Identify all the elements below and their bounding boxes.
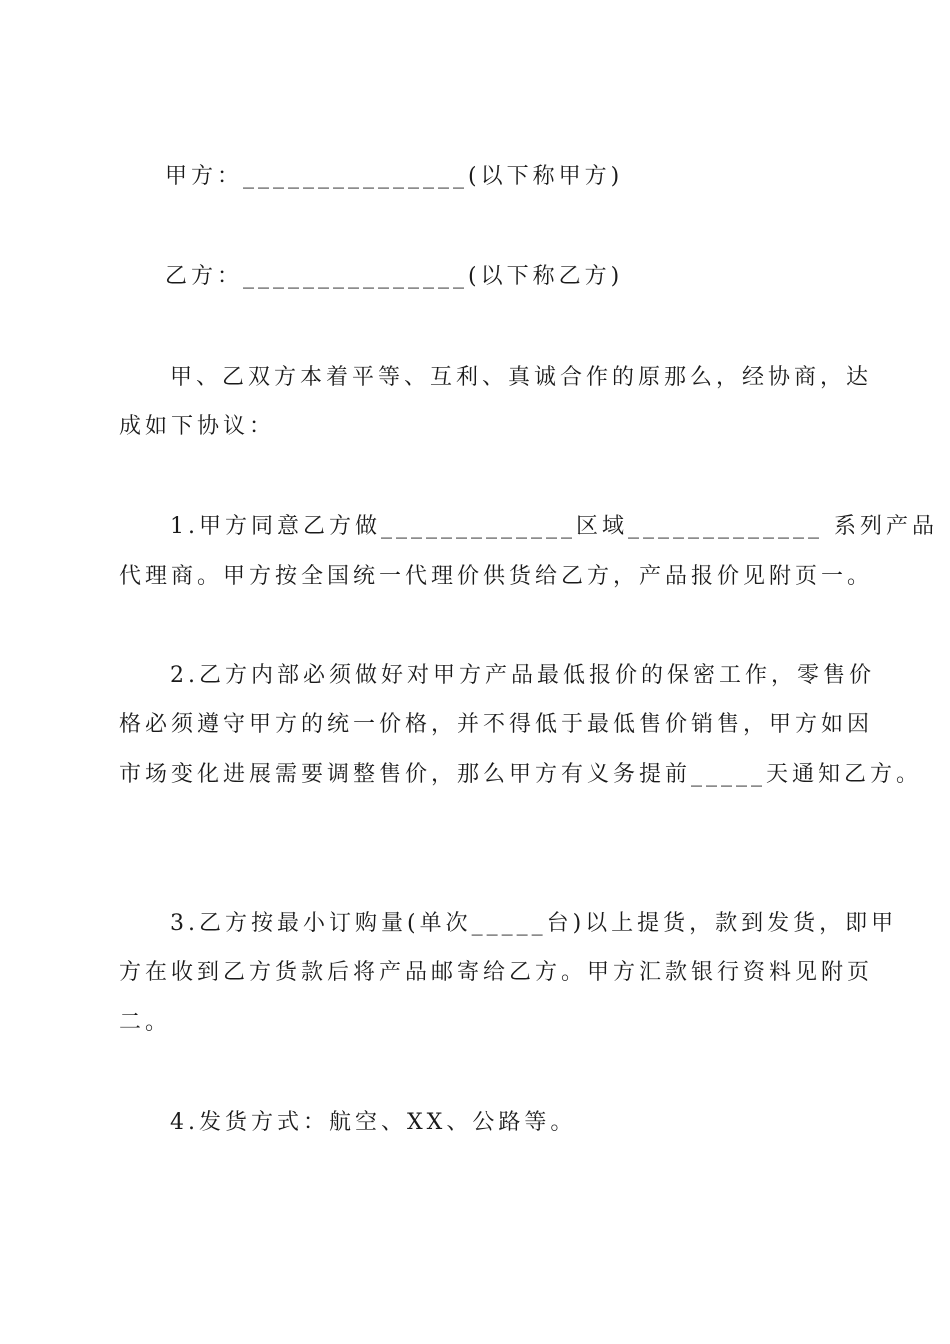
clause-2-line-3: 市场变化进展需要调整售价，那么甲方有义务提前_____天通知乙方。 — [119, 762, 923, 787]
clause-3-line-1: 3.乙方按最小订购量(单次_____台)以上提货，款到发货，即甲 — [170, 911, 898, 936]
clause-2-line-2: 格必须遵守甲方的统一价格，并不得低于最低售价销售，甲方如因 — [119, 712, 874, 737]
clause-2-line-1: 2.乙方内部必须做好对甲方产品最低报价的保密工作，零售价 — [170, 663, 875, 688]
clause-4-line-1: 4.发货方式：航空、XX、公路等。 — [170, 1110, 577, 1135]
clause-1-line-2: 代理商。甲方按全国统一代理价供货给乙方，产品报价见附页一。 — [119, 564, 874, 589]
preamble-line-2: 成如下协议： — [119, 414, 276, 439]
clause-3-line-2: 方在收到乙方货款后将产品邮寄给乙方。甲方汇款银行资料见附页 — [119, 960, 874, 985]
party-b-line: 乙方：_______________(以下称乙方) — [165, 264, 624, 289]
clause-3-line-3: 二。 — [119, 1010, 172, 1035]
clause-1-line-1: 1.甲方同意乙方做_____________区域_____________ 系列产品 — [170, 514, 938, 539]
party-a-line: 甲方：_______________(以下称甲方) — [165, 164, 624, 189]
preamble-line-1: 甲、乙双方本着平等、互利、真诚合作的原那么，经协商，达 — [170, 365, 873, 390]
